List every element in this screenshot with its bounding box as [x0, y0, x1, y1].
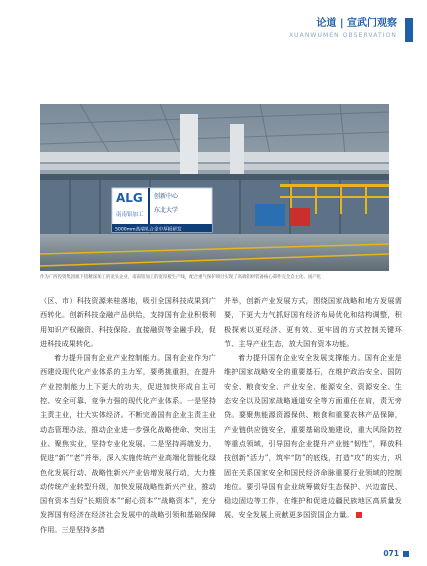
- left-column: [40, 294, 216, 537]
- section-label: 论道: [316, 18, 337, 29]
- paragraph-text: 着力提升国有企业安全发展支撑能力。国有企业是维护国家战略安全的重要基石，在维护政治安全、国防安全、粮食安全、产业安全、能源安全、资源安全、生态安全以及国家战略通道安全等方面重任在肩，责无旁贷。要聚焦能源资源保供、粮食和重要农林产品保障，产业链供应链安全，重要基础设施建设，重大风险防控等重点领域，引导国有企业提升产业链“韧性”，释放科技创新“活力”，筑牢“防”的底线，打造“攻”的实力，巩固在关系国家安全和国民经济命脉重要行业领域的控制地位。要引导国有企业统筹做好生态保护、兴边富民、稳边固边等工作，在维护和促进边疆民族地区高质量发展、安全发展上贡献更多国资国企力量。: [224, 353, 402, 520]
- sign-center: 创新中心: [154, 193, 179, 200]
- header-accent-bar: [405, 18, 413, 42]
- column-subtitle: XUANWUMEN OBSERVATION: [288, 32, 397, 39]
- page-header: [289, 18, 397, 39]
- paragraph: 并举，创新产业发展方式，围绕国家战略和地方发展需要，下更大力气抓好国有经济布局优化和结构调整，积极探索以更经济、更有效、更牢固的方式控制关键环节、主导产业生态，放大国有资本功能。: [224, 296, 402, 348]
- column-label: 宣武门观察: [347, 18, 397, 29]
- paragraph: （区、市）科技资源来桂落地，吸引全国科技成果到广西转化。创新科技金融产品供给，支持国有企业积极利用知识产权融资、科技保险、直接融资等金融手段，促进科技成果转化。: [40, 296, 216, 348]
- title-divider: |: [339, 18, 347, 29]
- paragraph: 着力提升国有企业产业控制能力。国有企业作为广西建设现代化产业体系的主力军，要勇挑重担，在提升产业控制能力上下更大的功夫，促进加快形成自主可控、安全可靠、竞争力强的现代化产业体系。一是坚持主责主业，壮大实体经济。不断完善国有企业主责主业动态管理办法，推动企业进一步强化战略使命、突出主业、聚焦实业，坚持专业化发展。二是坚持再端发力，促进“新”“老”并举，深入实施传统产业高端化智能化绿色化发展行动、战略性新兴产业倍增发展行动，大力推动传统产业转型升级，加快发展战略性新兴产业，推动国有资本当好“长期资本”“耐心资本”“战略资本”，充分发挥国有经济在经济社会发展中的战略引领和基础保障作用。三是坚持多措: [40, 353, 216, 534]
- factory-photo: [40, 104, 389, 271]
- end-mark-icon: [356, 512, 362, 518]
- page-number-square-icon: [403, 551, 409, 557]
- sign-company: 南南铝加工: [116, 212, 144, 218]
- paragraph-last: [224, 351, 402, 523]
- sign-banner: 5000mm高端轧合金中厚板研发: [115, 227, 182, 233]
- sign-brand: ALG: [116, 191, 143, 205]
- photo-caption: 作为广西投资集团旗下铝精深加工的龙头企业，南南铝加工的宽厚板生产线，配合重气保护项目实现了高端铝材装备核心部件完全自主化、国产化: [40, 275, 322, 280]
- sign-university: 东北大学: [154, 207, 179, 214]
- column-title: [289, 18, 397, 30]
- page-number: 071: [383, 549, 399, 558]
- right-column: [224, 294, 402, 523]
